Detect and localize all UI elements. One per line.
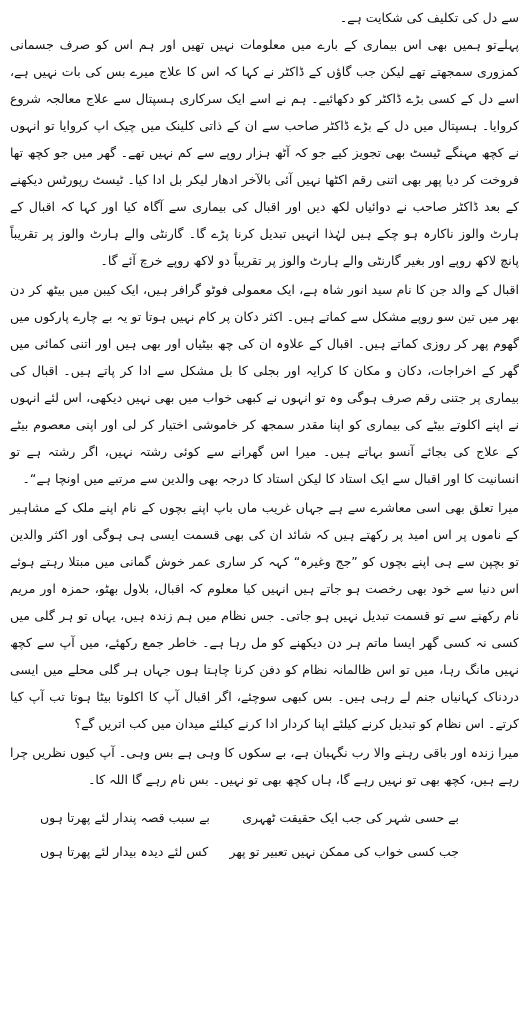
poem-couplet [10, 801, 519, 835]
poem-misra-second: کس لئے دیدہ بیدار لئے پھرتا ہوں [40, 844, 209, 859]
poem-block [10, 801, 519, 869]
poem-misra-second: بے سبب قصہ پندار لئے پھرتا ہوں [40, 810, 210, 825]
paragraph-society-appeal: میرا تعلق بھی اسی معاشرے سے ہے جہاں غریب ماں باپ اپنے بچوں کے نام اپنے ملک کے مشاہیر کے ناموں پر اس امید پر رکھتے ہیں کہ شائد ان کی بھی قسمت ایسی ہی ہوگی اور اکثر والدین تو بچپن سے ہی اپنے بچوں کو ”جج وغیرہ“ کہہ کر ساری عمر خوش گمانی میں مبتلا رہتے ہوئے اس دنیا سے خود بھی رخصت ہو جاتے ہیں انہیں کیا معلوم کہ اقبال، بلاول بھٹو، حمزہ اور مریم نام رکھنے سے تو قسمت تبدیل نہیں ہو جاتی۔ جس نظام میں ہم زندہ ہیں، یہاں تو ہر گلی میں کسی نہ کسی گھر ایسا ماتم ہر دن دیکھنے کو مل رہا ہے۔ خاطر جمع رکھئے، میں آپ سے کچھ نہیں مانگ رہا، میں تو اس ظالمانہ نظام کو دفن کرنا چاہتا ہوں جہاں ہر گلی محلے میں ایسی دردناک کہانیاں جنم لے رہی ہیں۔ بس کبھی سوچئے، اگر اقبال آپ کا اکلوتا بیٹا ہوتا تب آپ کیا کرتے۔ اس نظام کو تبدیل کرنے کیلئے اپنا کردار ادا کرنے کیلئے میدان میں کب اتریں گے؟ [10, 500, 519, 731]
poem-couplet [10, 835, 519, 869]
paragraph-father-livelihood: اقبال کے والد جن کا نام سید انور شاہ ہے، ایک معمولی فوٹو گرافر ہیں، ایک کیبن میں بیٹھ کر دن بھر میں تین سو روپے مشکل سے کماتے ہیں۔ اکثر دکان پر کام نہیں ہوتا تو یہ بے چارے پارکوں میں گھوم پھر کر روزی کماتے ہیں۔ اقبال کے علاوہ ان کی چھ بیٹیاں اور بھی ہیں اور اتنی کمائی میں گھر کے اخراجات، دکان و مکان کا کرایہ اور بجلی کا بل مشکل سے ادا کر پاتے ہیں۔ اقبال کی بیماری پر جتنی رقم صرف ہوگی وہ تو انہوں نے کبھی خواب میں بھی نہیں دیکھی، اس لئے انہوں نے اپنے اکلوتے بیٹے کی بیماری کو اپنا مقدر سمجھ کر خاموشی اختیار کر لی اور اپنی معصوم بیٹے کے علاج کی بجائے آنسو بہاتے ہیں۔ میرا اس گھرانے سے کوئی رشتہ نہیں، اگر رشتہ ہے تو انسانیت کا اور اقبال سے ایک استاد کا لیکن استاد کا درجہ بھی والدین سے مرتبے میں اونچا ہے“۔ [10, 282, 519, 486]
closing-paragraph: میرا زندہ اور باقی رہنے والا رب نگہبان ہے، بے سکوں کا وہی ہے بس وہی۔ آپ کیوں نظریں چرا رہے ہیں، کچھ بھی تو نہیں رہے گا، ہاں کچھ بھی تو نہیں۔ بس نام رہے گا اللہ کا۔ [10, 745, 519, 787]
poem-misra-first: جب کسی خواب کی ممکن نہیں تعبیر تو پھر [229, 844, 459, 859]
poem-misra-first: بے حسی شہر کی جب ایک حقیقت ٹھہری [242, 810, 459, 825]
paragraph-medical-history: پہلےتو ہمیں بھی اس بیماری کے بارے میں معلومات نہیں تھیں اور ہم اس کو صرف جسمانی کمزوری سمجھتے تھے لیکن جب گاؤں کے ڈاکٹر نے کہا کہ اس کا علاج میرے بس کی بات نہیں ہے، اسے دل کے کسی بڑے ڈاکٹر کو دکھائیے۔ ہم نے اسے ایک سرکاری ہسپتال سے علاج معالجہ شروع کروایا۔ ہسپتال میں دل کے بڑے ڈاکٹر صاحب سے ان کے ذاتی کلینک میں چیک اپ کروایا تو انہوں نے کچھ مہنگے ٹیسٹ بھی تجویز کیے جو کہ آٹھ ہزار روپے سے کم نہیں تھے۔ گھر میں جو کچھ تھا فروخت کر دیا پھر بھی اتنی رقم اکٹھا نہیں آئی بالآخر ادھار لیکر بل ادا کیا۔ ٹیسٹ رپورٹس دیکھنے کے بعد ڈاکٹر صاحب نے دوائیاں لکھ دیں اور اقبال کی بیماری سے آگاہ کیا اور کہا کہ اقبال کے ہارٹ والوز ناکارہ ہو چکے ہیں لہٰذا انہیں تبدیل کرنا پڑے گا۔ گارنٹی والے ہارٹ والوز پر تقریباً پانچ لاکھ روپے اور بغیر گارنٹی والے ہارٹ والوز پر تقریباً دو لاکھ روپے خرچ آئے گا۔ [10, 37, 519, 268]
opening-line: سے دل کی تکلیف کی شکایت ہے۔ [339, 10, 519, 25]
